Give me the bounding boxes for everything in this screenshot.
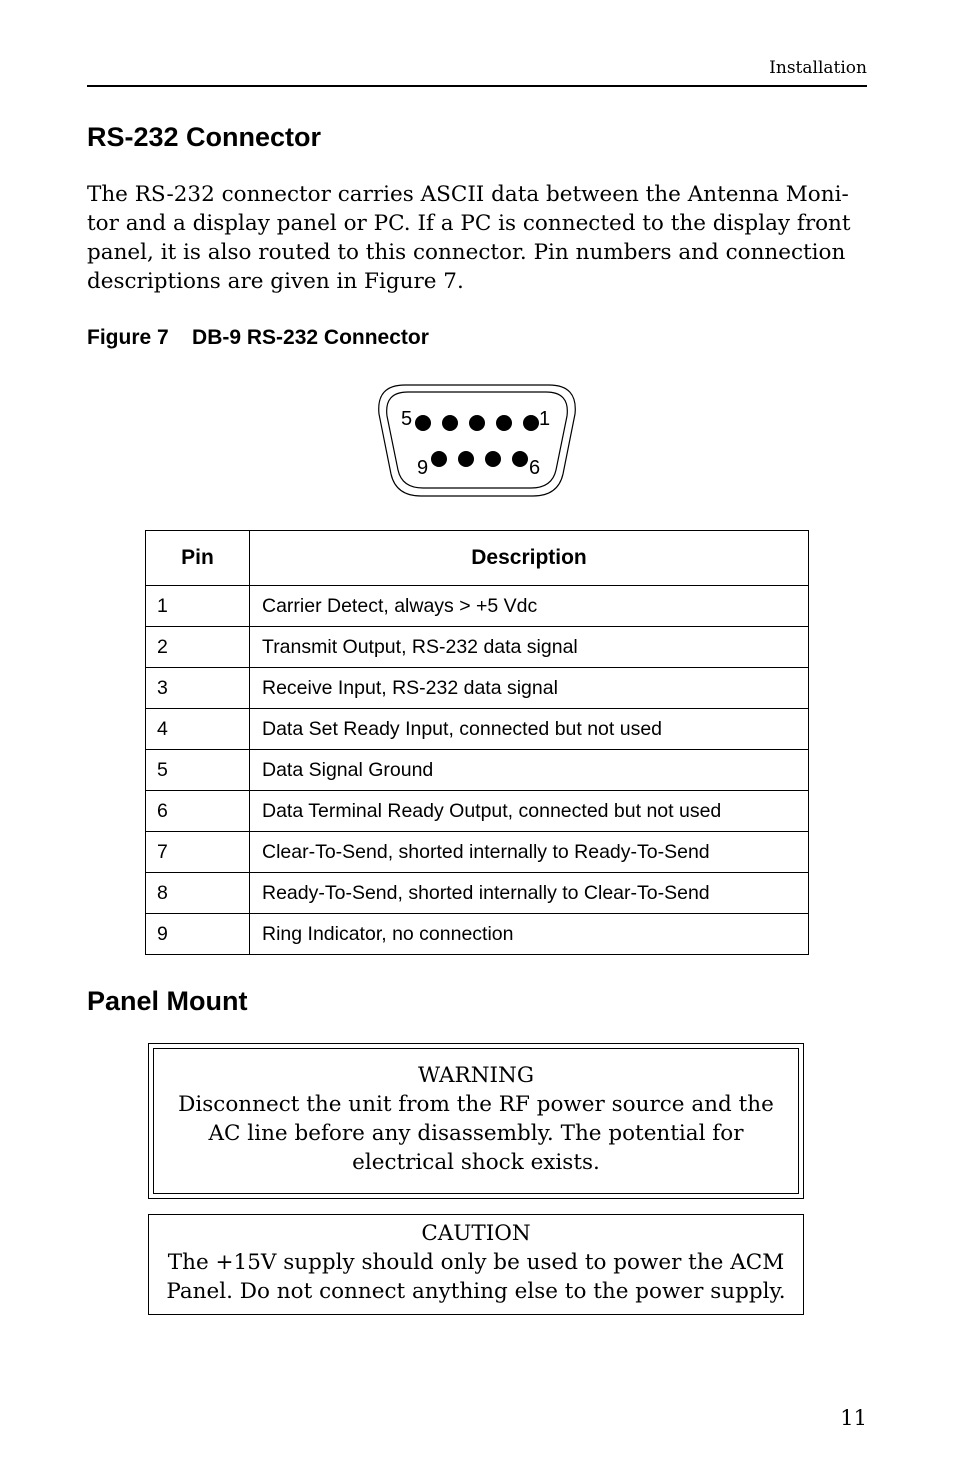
warning-box (148, 1043, 804, 1199)
table-row (146, 832, 809, 873)
connector-shell-outer (379, 385, 576, 496)
pin-label-9: 9 (417, 457, 429, 479)
header-pin: Pin (146, 531, 250, 586)
description-cell: Transmit Output, RS-232 data signal (250, 627, 809, 668)
table-row (146, 750, 809, 791)
table-header-row (146, 531, 809, 586)
pin-9 (431, 451, 447, 467)
table-row (146, 586, 809, 627)
connector-shell-inner (387, 392, 568, 488)
pin-cell: 6 (146, 791, 250, 832)
table-row (146, 668, 809, 709)
pin-5 (415, 415, 431, 431)
caution-text: The +15V supply should only be used to power the ACM Panel. Do not connect anything else to the power supply. (166, 1250, 786, 1304)
pin-cell: 8 (146, 873, 250, 914)
page-number: 11 (840, 1406, 867, 1430)
table-row (146, 627, 809, 668)
section-title-panel-mount: Panel Mount (87, 986, 248, 1016)
table-row (146, 791, 809, 832)
pin-cell: 5 (146, 750, 250, 791)
pin-cell: 1 (146, 586, 250, 627)
pin-table (145, 530, 809, 955)
description-cell: Clear-To-Send, shorted internally to Ready-To-Send (250, 832, 809, 873)
figure-caption (87, 326, 429, 350)
description-cell: Receive Input, RS-232 data signal (250, 668, 809, 709)
pin-3 (469, 415, 485, 431)
pin-2 (496, 415, 512, 431)
pin-cell: 9 (146, 914, 250, 955)
section-title-rs232: RS-232 Connector (87, 122, 322, 152)
table-row (146, 873, 809, 914)
header-rule (87, 85, 867, 87)
pin-6 (512, 451, 528, 467)
rs232-paragraph: The RS-232 connector carries ASCII data between the Antenna Moni-tor and a display panel or PC. If a PC is connected to the display front panel, it is also routed to this connector. Pin numbers and connection descriptions are given in Figure 7. (87, 182, 851, 294)
header-description: Description (250, 531, 809, 586)
pin-label-1: 1 (539, 408, 551, 430)
db9-connector-diagram (373, 382, 581, 500)
pin-label-6: 6 (529, 457, 541, 479)
table-row (146, 709, 809, 750)
table-row (146, 914, 809, 955)
running-head: Installation (769, 58, 867, 78)
pin-7 (485, 451, 501, 467)
description-cell: Data Signal Ground (250, 750, 809, 791)
caution-box (148, 1214, 804, 1315)
pin-cell: 4 (146, 709, 250, 750)
caution-heading: CAUTION (421, 1221, 531, 1246)
pin-1 (523, 415, 539, 431)
pin-cell: 2 (146, 627, 250, 668)
pin-8 (458, 451, 474, 467)
warning-text: Disconnect the unit from the RF power source and the AC line before any disassembly. The potential for electrical shock exists. (178, 1092, 774, 1175)
description-cell: Data Set Ready Input, connected but not used (250, 709, 809, 750)
pin-cell: 3 (146, 668, 250, 709)
figure-number: Figure 7 (87, 326, 169, 349)
pin-label-5: 5 (401, 408, 413, 430)
warning-heading: WARNING (417, 1063, 535, 1088)
pin-cell: 7 (146, 832, 250, 873)
description-cell: Ready-To-Send, shorted internally to Clear-To-Send (250, 873, 809, 914)
description-cell: Data Terminal Ready Output, connected but not used (250, 791, 809, 832)
description-cell: Ring Indicator, no connection (250, 914, 809, 955)
figure-title: DB-9 RS-232 Connector (192, 326, 429, 349)
description-cell: Carrier Detect, always > +5 Vdc (250, 586, 809, 627)
pin-4 (442, 415, 458, 431)
